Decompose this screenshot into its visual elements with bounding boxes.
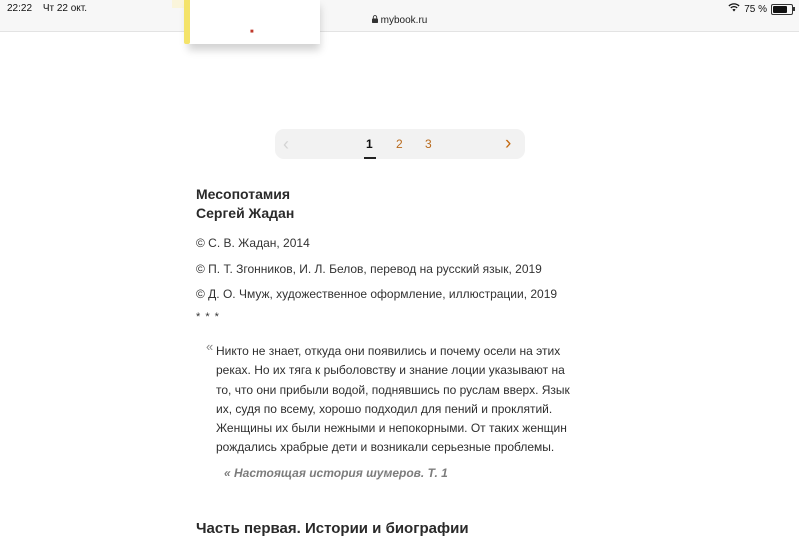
- status-left: [7, 3, 95, 14]
- url-text: mybook.ru: [380, 15, 428, 26]
- book-cover[interactable]: [188, 0, 320, 44]
- address-bar[interactable]: [0, 15, 799, 26]
- page-2-link[interactable]: 2: [396, 137, 403, 151]
- status-date: Чт 22 окт.: [42, 3, 88, 14]
- quote-icon: «: [206, 339, 214, 354]
- section-separator: * * *: [196, 311, 220, 323]
- epigraph-source: « Настоящая история шумеров. Т. 1: [224, 466, 448, 480]
- copyright-design: © Д. О. Чмуж, художественное оформление, иллюстрации, 2019: [196, 287, 558, 301]
- epigraph-line: рождались храбрые дети и возникали серьезные проблемы.: [216, 440, 555, 455]
- epigraph-line: Женщины их были нежными и непокорными. От таких женщин: [216, 421, 567, 436]
- next-page-icon[interactable]: ›: [505, 133, 512, 154]
- status-bar: [0, 0, 799, 32]
- copyright-translation: © П. Т. Згонников, И. Л. Белов, перевод на русский язык, 2019: [196, 262, 542, 276]
- wifi-icon: [728, 3, 740, 15]
- cover-logo: ■: [250, 29, 254, 35]
- cover-bookmark: [184, 0, 190, 44]
- page-1-link[interactable]: 1: [366, 137, 373, 151]
- epigraph-line: Никто не знает, откуда они появились и почему осели на этих: [216, 344, 561, 358]
- lock-icon: [372, 15, 378, 26]
- pagination: [275, 129, 525, 159]
- epigraph-line: реках. Но их тяга к рыболовству и знание лоции указывают на: [216, 363, 565, 378]
- epigraph-line: то, что они прибыли водой, поднявшись по руслам вверх. Язык: [216, 382, 570, 397]
- status-right: [728, 3, 793, 15]
- book-heading: [196, 185, 294, 223]
- copyright-author: © С. В. Жадан, 2014: [196, 236, 310, 250]
- page-3-link[interactable]: 3: [425, 137, 432, 151]
- book-title: Месопотамия: [196, 186, 291, 202]
- battery-icon: [771, 4, 793, 15]
- battery-percent: 75 %: [744, 3, 767, 15]
- current-page-indicator: [364, 157, 376, 159]
- epigraph-text: [216, 342, 586, 458]
- status-time: 22:22: [7, 3, 33, 14]
- epigraph-line: их, судя по всему, хорошо подходил для пений и проклятий.: [216, 401, 553, 416]
- section-title: Часть первая. Истории и биографии: [196, 520, 469, 537]
- book-author: Сергей Жадан: [196, 205, 295, 221]
- prev-page-icon[interactable]: ‹: [283, 134, 289, 154]
